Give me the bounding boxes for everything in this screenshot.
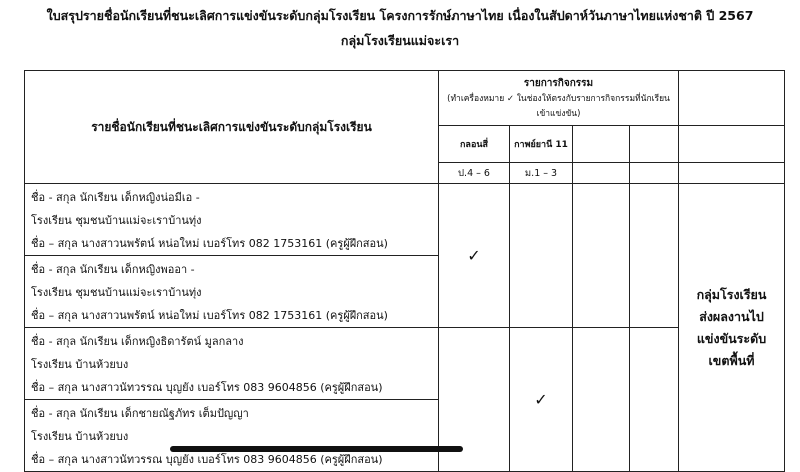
empty-check-cell <box>573 184 630 328</box>
student-teacher: ชื่อ – สกุล นางสาวนพรัตน์ หน่อใหม่ เบอร์โทร 082 1753161 (ครูผู้ฝึกสอน) <box>31 237 388 250</box>
empty-activity-cell <box>573 126 630 163</box>
check-cell: ✓ <box>439 184 510 328</box>
result-text: กลุ่มโรงเรียน <box>696 286 767 302</box>
student-school: โรงเรียน บ้านห้วยบง <box>31 430 129 443</box>
empty-check-cell <box>630 328 679 472</box>
activities-title: รายการกิจกรรม <box>523 78 594 89</box>
result-header-cell <box>679 163 785 184</box>
student-entry <box>25 184 439 256</box>
name-column-header: รายชื่อนักเรียนที่ชนะเลิศการแข่งขันระดับกลุ่มโรงเรียน <box>25 71 439 184</box>
student-name: ชื่อ - สกุล นักเรียน เด็กหญิงน่อมีเอ - <box>31 191 200 204</box>
winners-table <box>24 70 785 472</box>
result-text: ส่งผลงานไป <box>699 308 764 324</box>
empty-check-cell <box>630 184 679 328</box>
activities-header <box>439 71 679 126</box>
empty-level-cell <box>573 163 630 184</box>
student-name: ชื่อ - สกุล นักเรียน เด็กหญิงพออา - <box>31 263 195 276</box>
activity-name-cell: กลอนสี่ <box>439 126 510 163</box>
result-text: แข่งขันระดับ <box>696 330 767 346</box>
activity-level-cell: ป.4 – 6 <box>439 163 510 184</box>
result-cell <box>679 184 785 472</box>
student-teacher: ชื่อ – สกุล นางสาวนัทวรรณ บุญยัง เบอร์โทร 083 9604856 (ครูผู้ฝึกสอน) <box>31 381 383 394</box>
student-entry <box>25 328 439 400</box>
student-name: ชื่อ - สกุล นักเรียน เด็กหญิงธิดารัตน์ มูลกลาง <box>31 335 244 348</box>
activity-level-cell: ม.1 – 3 <box>510 163 573 184</box>
check-cell: ✓ <box>510 328 573 472</box>
empty-activity-cell <box>630 126 679 163</box>
student-teacher: ชื่อ – สกุล นางสาวนพรัตน์ หน่อใหม่ เบอร์โทร 082 1753161 (ครูผู้ฝึกสอน) <box>31 309 388 322</box>
student-school: โรงเรียน ชุมชนบ้านแม่จะเราบ้านทุ่ง <box>31 214 202 227</box>
activities-note: (ทำเครื่องหมาย ✓ ในช่องให้ตรงกับรายการกิจกรรมที่นักเรียนเข้าแข่งขัน) <box>447 94 670 119</box>
student-name: ชื่อ - สกุล นักเรียน เด็กชายณัฐภัทร เต็มปัญญา <box>31 407 249 420</box>
student-school: โรงเรียน บ้านห้วยบง <box>31 358 129 371</box>
student-entry <box>25 400 439 472</box>
student-school: โรงเรียน ชุมชนบ้านแม่จะเราบ้านทุ่ง <box>31 286 202 299</box>
student-entry <box>25 256 439 328</box>
redaction-bar <box>170 446 463 452</box>
student-teacher: ชื่อ – สกุล นางสาวนัทวรรณ บุญยัง เบอร์โทร 083 9604856 (ครูผู้ฝึกสอน) <box>31 453 383 466</box>
result-header-cell <box>679 71 785 126</box>
empty-check-cell <box>573 328 630 472</box>
empty-level-cell <box>630 163 679 184</box>
document-title: ใบสรุปรายชื่อนักเรียนที่ชนะเลิศการแข่งขันระดับกลุ่มโรงเรียน โครงการรักษ์ภาษาไทย เนื่องในสัปดาห์วันภาษาไทยแห่งชาติ ปี 2567 <box>46 8 754 23</box>
document-subtitle: กลุ่มโรงเรียนแม่จะเรา <box>340 33 460 48</box>
activity-name-cell: กาพย์ยานี 11 <box>510 126 573 163</box>
result-header-cell <box>679 126 785 163</box>
result-text: เขตพื้นที่ <box>708 352 755 368</box>
empty-check-cell <box>510 184 573 328</box>
